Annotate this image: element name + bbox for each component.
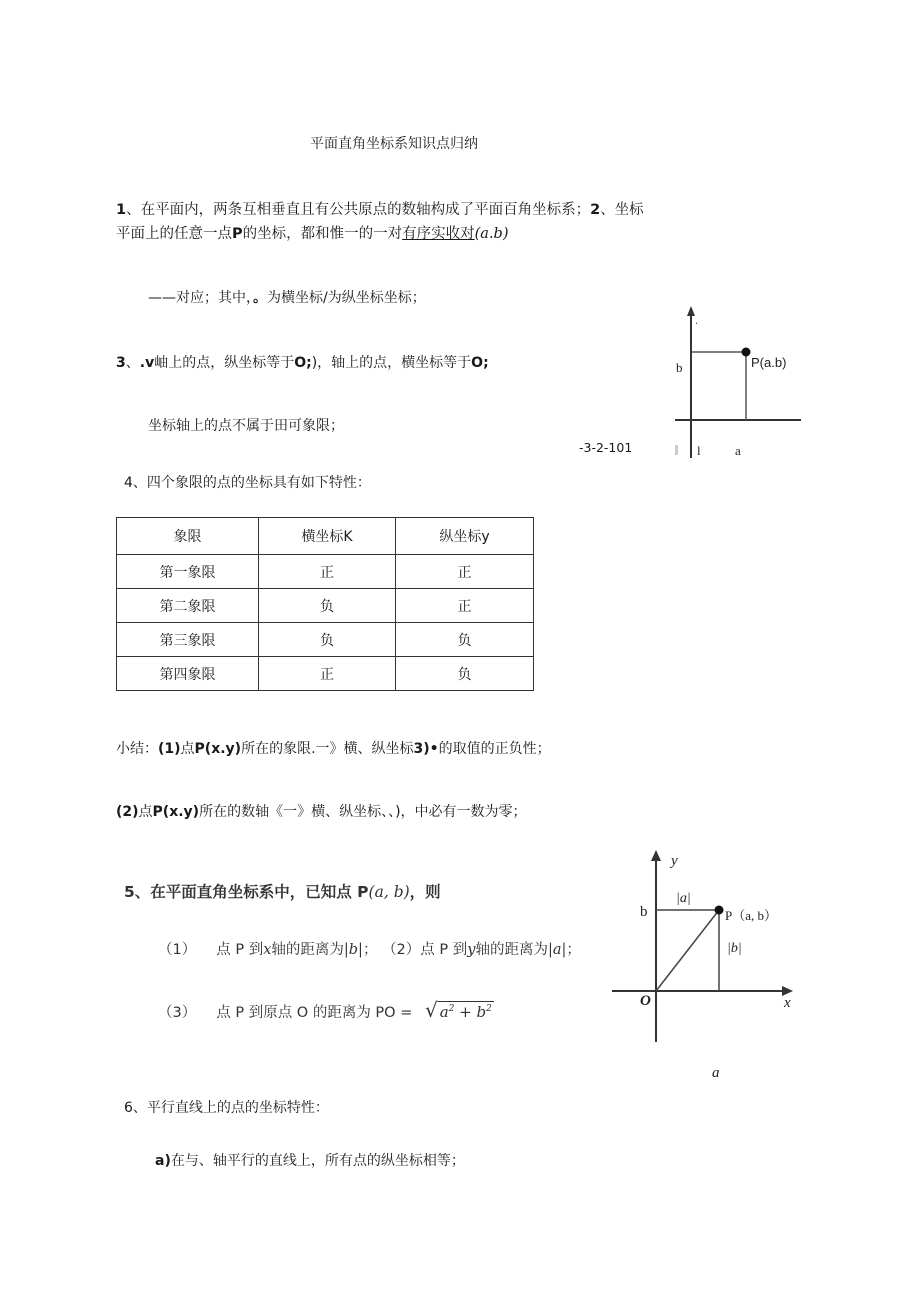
- figure2-abs-a: |a|: [676, 891, 691, 906]
- table-cell: 正: [259, 555, 396, 589]
- item3-text-c: )，轴上的点，横坐标等于: [311, 355, 472, 371]
- item3-axis-note: 坐标轴上的点不属于田可象限；: [148, 418, 344, 434]
- item3-text-b: 岫上的点，纵坐标等于: [154, 355, 295, 371]
- page-title: 平面直角坐标系知识点归纳: [310, 136, 478, 152]
- figure2-point-label: P（a, b）: [725, 908, 778, 923]
- item3-bold-v: .v: [139, 355, 155, 371]
- formula-exp-b: 2: [486, 1004, 492, 1014]
- item5-s2-text: 点 P 到: [420, 942, 468, 958]
- item3-text-a: 、: [125, 355, 140, 371]
- item2-rest: 为横坐标/为纵坐标坐标；: [267, 290, 426, 306]
- figure2-diagram: [600, 845, 815, 1090]
- table-row: [117, 555, 534, 589]
- item3-bold-o1: O;: [294, 355, 312, 371]
- figure2-y-label: y: [671, 853, 678, 869]
- item6a-line: [155, 1150, 465, 1170]
- item6-heading: 6、平行直线上的点的坐标特性：: [124, 1100, 329, 1116]
- item5-line3: [158, 998, 494, 1022]
- item1-line1: [116, 198, 644, 219]
- item2-line: [148, 287, 426, 307]
- item3-line: [116, 352, 489, 372]
- item2-dot: 。: [253, 290, 267, 306]
- summary1-point: P(x.y): [194, 741, 242, 757]
- figure1-one-label: l: [697, 443, 701, 458]
- item2-number: 2: [590, 202, 601, 218]
- formula-exp-a: 2: [448, 1004, 455, 1014]
- table-header-row: [117, 518, 534, 555]
- summary1-b1: (1): [158, 741, 181, 757]
- table-cell: 正: [396, 555, 534, 589]
- table-row: [117, 589, 534, 623]
- summary1-b3: 3)•: [413, 741, 439, 757]
- item5-head-pair: (a, b): [368, 883, 410, 901]
- figure1-point-p: [742, 348, 751, 357]
- table-row: [117, 623, 534, 657]
- table-cell: 第四象限: [117, 657, 259, 691]
- figure2-y-arrow-icon: [651, 850, 661, 861]
- summary2-b1: (2): [116, 804, 139, 820]
- table-cell: 第一象限: [117, 555, 259, 589]
- summary1-t1: 点: [180, 741, 195, 757]
- item5-s1-num: （1）: [158, 942, 197, 958]
- table-cell: 正: [396, 589, 534, 623]
- figure1-caption: -3-2-101: [579, 440, 633, 455]
- item1-underlined-term: 有序实收对: [402, 226, 475, 242]
- item5-s1-sep: ；: [362, 942, 378, 958]
- table-header-cell: 象限: [117, 518, 259, 555]
- summary2-point: P(x.y): [152, 804, 200, 820]
- item5-s1-text2: 轴的距离为: [271, 942, 344, 958]
- item6a-label: a): [155, 1153, 171, 1169]
- item5-s1-x: x: [263, 942, 272, 958]
- figure2-x-label: x: [784, 995, 791, 1011]
- item5-s2-end: ；: [566, 942, 581, 958]
- figure1-tick: [675, 445, 678, 455]
- item1-number: 1: [116, 202, 127, 218]
- sqrt-sign-icon: √: [424, 998, 438, 1022]
- item5-heading: [124, 880, 441, 902]
- item1-line2: [116, 222, 509, 243]
- item5-s1-abs: |b|: [343, 942, 363, 958]
- table-cell: 负: [259, 589, 396, 623]
- item5-s3-num: （3）: [158, 1005, 197, 1021]
- item2-line-text: ——对应；其中，: [148, 290, 253, 306]
- table-cell: 正: [259, 657, 396, 691]
- summary2-t1: 点: [138, 804, 153, 820]
- quadrant-table: [116, 517, 534, 691]
- item5-s2-y: y: [467, 942, 476, 958]
- item5-line1: [158, 938, 581, 959]
- item1-text: 、在平面内，两条互相垂直且有公共原点的数轴构成了平面百角坐标系；: [126, 202, 591, 218]
- table-row: [117, 657, 534, 691]
- table-cell: 负: [396, 657, 534, 691]
- item2-text: 、坐标: [600, 202, 644, 218]
- figure1-a-label: a: [735, 443, 741, 458]
- table-cell: 负: [259, 623, 396, 657]
- item5-head: 5、在平面直角坐标系中，已知点 P: [124, 883, 369, 901]
- figure2-a-below: a: [712, 1065, 720, 1081]
- figure1-b-label: b: [676, 360, 683, 375]
- figure2-abs-b: |b|: [727, 941, 742, 956]
- figure1-y-arrow-icon: [687, 306, 695, 316]
- figure1-arrow-mark: .: [695, 316, 699, 327]
- table-cell: 第三象限: [117, 623, 259, 657]
- summary1-t2: 所在的象限.一》横、纵坐标: [241, 741, 414, 757]
- formula-b: b: [476, 1003, 487, 1021]
- table-header-cell: 横坐标K: [259, 518, 396, 555]
- item5-s2-num: （2）: [382, 942, 421, 958]
- item6a-text: 在与、轴平行的直线上，所有点的纵坐标相等；: [170, 1153, 465, 1169]
- figure1-diagram: [665, 300, 805, 465]
- summary-line1: [116, 738, 551, 758]
- item1-pair: (a.b): [474, 226, 509, 242]
- figure1-point-label: P(a.b): [751, 355, 787, 370]
- summary1-t3: 的取值的正负性；: [438, 741, 551, 757]
- item1-line2-mid: 的坐标，都和惟一的一对: [242, 226, 403, 242]
- item4-heading: 4、四个象限的点的坐标具有如下特性：: [124, 475, 371, 491]
- formula-a: a: [439, 1003, 449, 1021]
- item3-bold-o2: O;: [471, 355, 489, 371]
- item5-formula: [425, 998, 494, 1022]
- item5-s2-text2: 轴的距离为: [475, 942, 548, 958]
- summary-line2: [116, 801, 527, 821]
- formula-plus: +: [454, 1003, 477, 1021]
- figure2-point-p: [715, 906, 724, 915]
- item5-s2-abs: |a|: [547, 942, 567, 958]
- item1-point-p: P: [232, 226, 243, 242]
- item5-head-tail: ，则: [409, 883, 441, 901]
- table-header-cell: 纵坐标y: [396, 518, 534, 555]
- item5-s3-text: 点 P 到原点 O 的距离为 PO =: [216, 1005, 413, 1021]
- summary-prefix: 小结：: [116, 741, 158, 757]
- summary2-t2: 所在的数轴《一》横、纵坐标、、)，中必有一数为零；: [199, 804, 527, 820]
- item3-number: 3: [116, 355, 126, 371]
- figure2-origin-label: O: [640, 993, 651, 1009]
- figure2-b-label: b: [640, 904, 648, 920]
- figure2-diagonal-line: [656, 910, 719, 991]
- item1-line2-pre: 平面上的任意一点: [116, 226, 232, 242]
- item5-s1-text: 点 P 到: [216, 942, 264, 958]
- table-cell: 负: [396, 623, 534, 657]
- table-cell: 第二象限: [117, 589, 259, 623]
